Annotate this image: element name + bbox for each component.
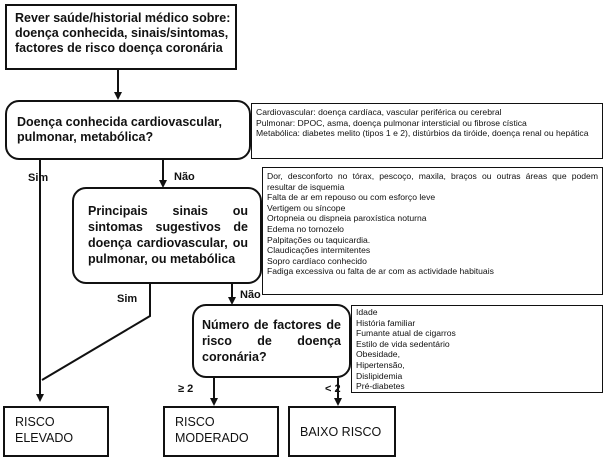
- sign-edema: Edema no tornozelo: [267, 223, 344, 234]
- label-nao-1: Não: [174, 171, 195, 183]
- risk-factors-decision: [192, 304, 351, 378]
- result-moderate-risk: [163, 406, 279, 457]
- signs-text: Principais sinais ou sintomas sugestivos de doença cardiovascular, ou pulmonar, ou metabólica: [88, 204, 248, 266]
- label-sim-1: Sim: [28, 172, 49, 184]
- factor-obesity: Obesidade,: [356, 349, 400, 360]
- start-line-1: Rever saúde/historial médico sobre:: [15, 11, 231, 25]
- known-disease-line-1: Doença conhecida cardiovascular,: [17, 115, 222, 129]
- detail-pulmonary: Pulmonar: DPOC, asma, doença pulmonar intersticial ou fibrose cística: [256, 117, 527, 128]
- signs-details: [262, 167, 603, 295]
- sign-vertigo: Vertigem ou síncope: [267, 202, 346, 213]
- high-risk-line-1: RISCO: [15, 415, 55, 429]
- factor-age: Idade: [356, 307, 378, 317]
- sign-claudication: Claudicações intermitentes: [267, 245, 371, 256]
- factor-family-history: História familiar: [356, 317, 416, 328]
- factor-prediabetes: Pré-diabetes: [356, 381, 405, 392]
- detail-cardiovascular: Cardiovascular: doença cardíaca, vascular periférica ou cerebral: [256, 107, 502, 117]
- label-lt2: < 2: [325, 383, 341, 395]
- factor-hypertension: Hipertensão,: [356, 359, 405, 370]
- signs-decision: [72, 187, 262, 284]
- known-disease-line-2: pulmonar, metabólica?: [17, 130, 154, 144]
- sign-chest-pain: Dor, desconforto no tórax, pescoço, maxila, braços ou outras áreas que podem resultar de isquemia: [267, 171, 598, 192]
- label-sim-2: Sim: [117, 293, 138, 305]
- low-risk-line-1: BAIXO RISCO: [300, 425, 382, 439]
- detail-metabolic: Metabólica: diabetes melito (tipos 1 e 2), distúrbios da tiróide, doença renal ou hepática: [256, 128, 589, 139]
- moderate-risk-line-2: MODERADO: [175, 431, 249, 445]
- start-line-2: doença conhecida, sinais/sintomas,: [15, 26, 229, 40]
- risk-factors-text: Número de factores de risco de doença coronária?: [202, 318, 341, 364]
- known-disease-decision: [5, 100, 251, 160]
- start-line-3: factores de risco doença coronária: [15, 41, 223, 55]
- moderate-risk-line-1: RISCO: [175, 415, 215, 429]
- sign-orthopnea: Ortopneia ou dispneia paroxística noturna: [267, 213, 427, 224]
- sign-dyspnea: Falta de ar em repouso ou com esforço leve: [267, 192, 436, 203]
- result-low-risk: [288, 406, 396, 457]
- label-ge2: ≥ 2: [178, 383, 194, 395]
- factor-smoking: Fumante atual de cigarros: [356, 328, 456, 339]
- start-box: [5, 4, 237, 70]
- risk-factors-details: [351, 305, 603, 393]
- factor-dyslipidemia: Dislipidemia: [356, 370, 403, 381]
- factor-sedentary: Estilo de vida sedentário: [356, 338, 450, 349]
- sign-fatigue: Fadiga excessiva ou falta de ar com as actividade habituais: [267, 266, 494, 277]
- sign-murmur: Sopro cardíaco conhecido: [267, 255, 367, 266]
- high-risk-line-2: ELEVADO: [15, 431, 74, 445]
- result-high-risk: [3, 406, 109, 457]
- sign-palpitations: Palpitações ou taquicardia.: [267, 234, 371, 245]
- known-disease-details: [251, 103, 603, 159]
- label-nao-2: Não: [240, 289, 261, 301]
